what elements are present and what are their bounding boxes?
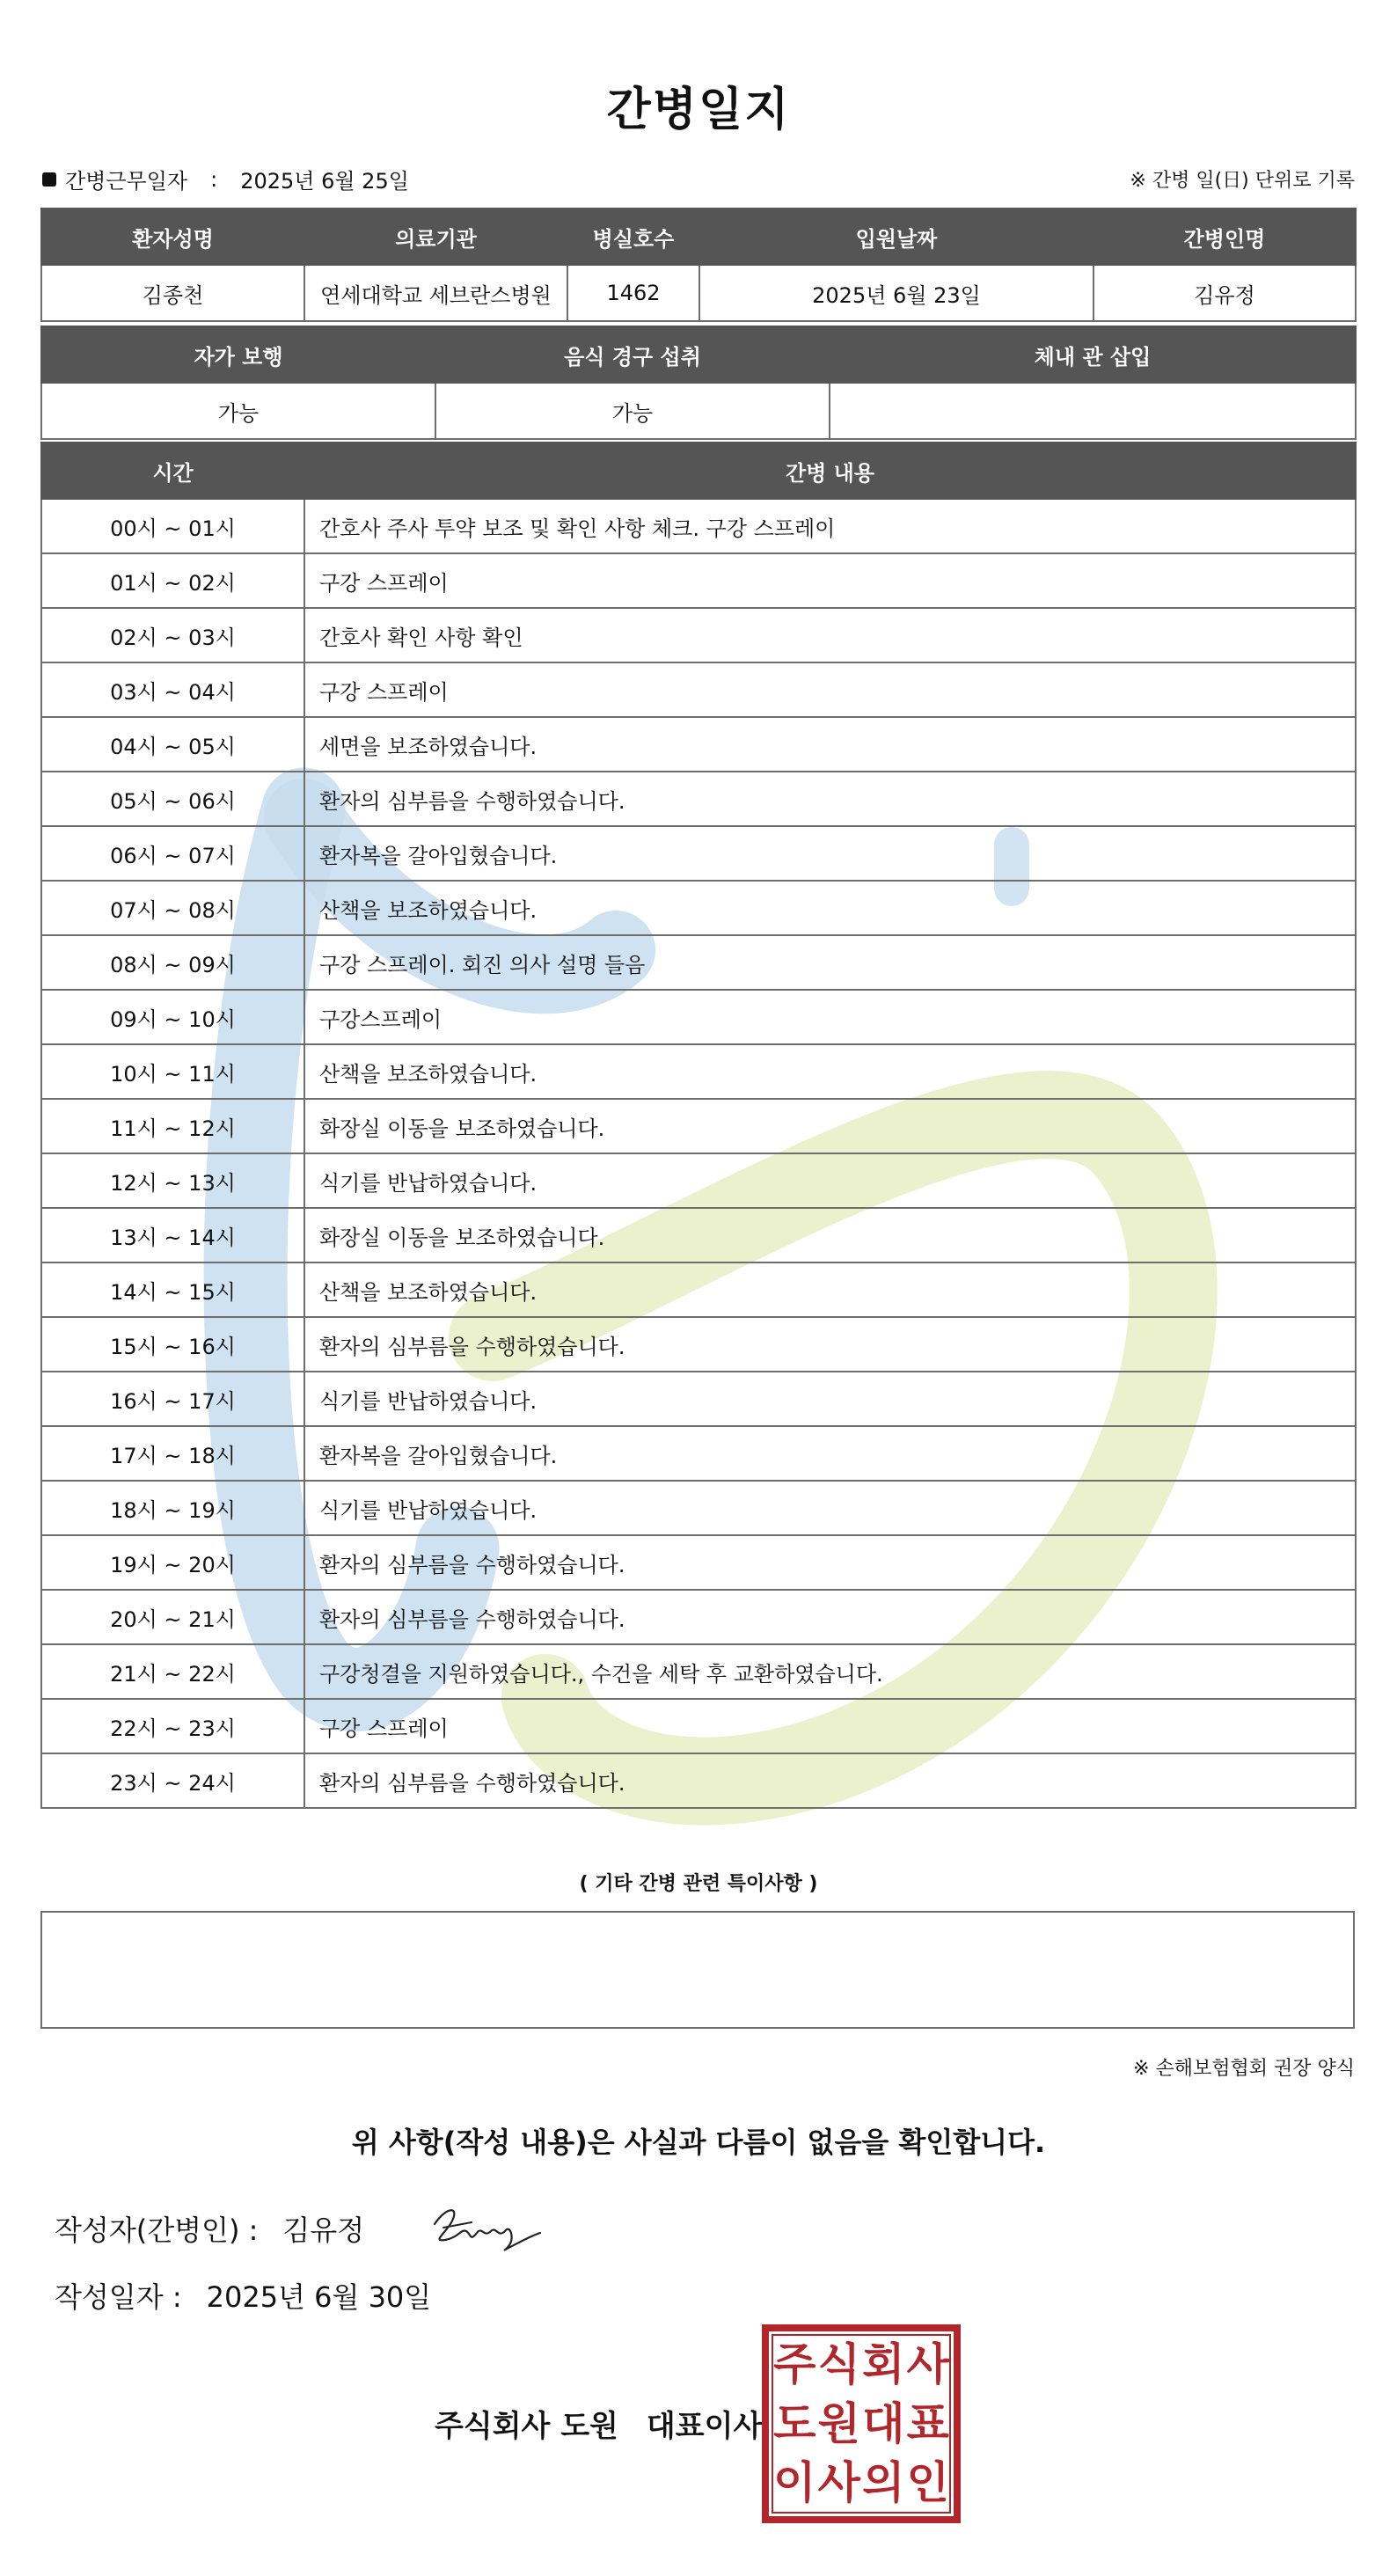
insurance-note: ※ 손해보험협회 권장 양식 <box>1133 2058 1355 2080</box>
notes-box <box>40 1911 1355 2029</box>
log-time-cell: 06시 ~ 07시 <box>41 826 304 881</box>
log-content-cell: 산책을 보조하였습니다. <box>304 881 1356 935</box>
written-date-label: 작성일자 : <box>55 2280 182 2314</box>
log-content-cell: 세면을 보조하였습니다. <box>304 717 1356 772</box>
log-content-cell: 식기를 반납하였습니다. <box>304 1153 1356 1208</box>
table-row <box>41 772 1356 826</box>
header-tube-insertion: 체내 관 삽입 <box>830 326 1356 383</box>
company-seal-icon <box>762 2324 961 2523</box>
signature-icon <box>426 2198 549 2259</box>
log-content-cell: 구강스프레이 <box>304 990 1356 1044</box>
header-walking: 자가 보행 <box>41 326 435 383</box>
oral-intake-value: 가능 <box>435 383 830 439</box>
table-row <box>41 499 1356 553</box>
company-name: 주식회사 도원 <box>435 2409 618 2444</box>
work-date <box>42 164 409 194</box>
log-time-cell: 15시 ~ 16시 <box>41 1317 304 1372</box>
log-content-cell: 환자의 심부름을 수행하였습니다. <box>304 1753 1356 1808</box>
header-time: 시간 <box>41 443 304 499</box>
log-content-cell: 환자의 심부름을 수행하였습니다. <box>304 1535 1356 1590</box>
written-date-value: 2025년 6월 30일 <box>206 2280 432 2314</box>
status-header-row <box>41 326 1356 383</box>
patient-value-row <box>41 265 1356 321</box>
caregiver-name: 김유정 <box>1093 265 1356 321</box>
care-log-table <box>40 442 1357 1809</box>
log-content-cell: 구강 스프레이 <box>304 1699 1356 1753</box>
log-time-cell: 04시 ~ 05시 <box>41 717 304 772</box>
seal-character: 대 <box>862 2397 905 2449</box>
log-content-cell: 식기를 반납하였습니다. <box>304 1481 1356 1535</box>
log-time-cell: 14시 ~ 15시 <box>41 1262 304 1317</box>
log-content-cell: 구강 스프레이 <box>304 553 1356 608</box>
log-time-cell: 16시 ~ 17시 <box>41 1372 304 1426</box>
table-row <box>41 1590 1356 1644</box>
table-row <box>41 935 1356 990</box>
company-line <box>435 2402 762 2445</box>
log-content-cell: 간호사 확인 사항 확인 <box>304 608 1356 662</box>
writer-name: 김유정 <box>282 2214 365 2247</box>
header-hospital: 의료기관 <box>304 209 567 265</box>
seal-character: 사 <box>906 2338 949 2390</box>
log-time-cell: 22시 ~ 23시 <box>41 1699 304 1753</box>
log-content-cell: 환자의 심부름을 수행하였습니다. <box>304 772 1356 826</box>
log-content-cell: 화장실 이동을 보조하였습니다. <box>304 1208 1356 1262</box>
confirmation-statement: 위 사항(작성 내용)은 사실과 다름이 없음을 확인합니다. <box>351 2126 1046 2159</box>
log-time-cell: 21시 ~ 22시 <box>41 1644 304 1699</box>
log-time-cell: 00시 ~ 01시 <box>41 499 304 553</box>
log-content-cell: 구강 스프레이. 회진 의사 설명 들음 <box>304 935 1356 990</box>
log-time-cell: 05시 ~ 06시 <box>41 772 304 826</box>
writer-label: 작성자(간병인) : <box>55 2214 259 2247</box>
table-row <box>41 1044 1356 1099</box>
unit-note: ※ 간병 일(日) 단위로 기록 <box>1130 170 1355 192</box>
table-row <box>41 1426 1356 1481</box>
table-row <box>41 1481 1356 1535</box>
log-time-cell: 03시 ~ 04시 <box>41 662 304 717</box>
log-content-cell: 환자의 심부름을 수행하였습니다. <box>304 1590 1356 1644</box>
table-row <box>41 608 1356 662</box>
work-date-separator: : <box>210 166 218 192</box>
log-content-cell: 구강청결을 지원하였습니다., 수건을 세탁 후 교환하였습니다. <box>304 1644 1356 1699</box>
log-time-cell: 08시 ~ 09시 <box>41 935 304 990</box>
table-row <box>41 990 1356 1044</box>
header-room: 병실호수 <box>567 209 699 265</box>
seal-character: 이 <box>773 2457 816 2509</box>
hospital-name: 연세대학교 세브란스병원 <box>304 265 567 321</box>
log-header-row <box>41 443 1356 499</box>
log-time-cell: 23시 ~ 24시 <box>41 1753 304 1808</box>
writer-line <box>55 2208 364 2249</box>
table-row <box>41 1535 1356 1590</box>
work-date-value: 2025년 6월 25일 <box>240 169 409 194</box>
representative-title: 대표이사 <box>646 2409 763 2444</box>
walking-value: 가능 <box>41 383 435 439</box>
room-number: 1462 <box>567 265 699 321</box>
table-row <box>41 1644 1356 1699</box>
log-time-cell: 11시 ~ 12시 <box>41 1099 304 1153</box>
seal-character: 표 <box>906 2397 949 2449</box>
log-time-cell: 20시 ~ 21시 <box>41 1590 304 1644</box>
log-time-cell: 12시 ~ 13시 <box>41 1153 304 1208</box>
log-content-cell: 구강 스프레이 <box>304 662 1356 717</box>
square-bullet-icon <box>42 172 56 187</box>
log-content-cell: 화장실 이동을 보조하였습니다. <box>304 1099 1356 1153</box>
log-content-cell: 산책을 보조하였습니다. <box>304 1262 1356 1317</box>
seal-character: 회 <box>862 2338 905 2390</box>
seal-character: 원 <box>817 2397 860 2449</box>
tube-insertion-value <box>830 383 1356 439</box>
log-time-cell: 19시 ~ 20시 <box>41 1535 304 1590</box>
log-time-cell: 10시 ~ 11시 <box>41 1044 304 1099</box>
patient-header-row <box>41 209 1356 265</box>
seal-character: 주 <box>773 2338 816 2390</box>
header-admission-date: 입원날짜 <box>699 209 1093 265</box>
log-time-cell: 18시 ~ 19시 <box>41 1481 304 1535</box>
log-time-cell: 09시 ~ 10시 <box>41 990 304 1044</box>
table-row <box>41 1753 1356 1808</box>
log-content-cell: 환자복을 갈아입혔습니다. <box>304 1426 1356 1481</box>
log-content-cell: 식기를 반납하였습니다. <box>304 1372 1356 1426</box>
table-row <box>41 826 1356 881</box>
seal-character: 식 <box>817 2338 860 2390</box>
table-row <box>41 1372 1356 1426</box>
patient-info-table <box>40 208 1357 322</box>
log-time-cell: 13시 ~ 14시 <box>41 1208 304 1262</box>
table-row <box>41 881 1356 935</box>
patient-name: 김종천 <box>41 265 304 321</box>
seal-character: 사 <box>817 2457 860 2509</box>
table-row <box>41 1317 1356 1372</box>
log-time-cell: 17시 ~ 18시 <box>41 1426 304 1481</box>
header-caregiver-name: 간병인명 <box>1093 209 1356 265</box>
seal-character: 도 <box>773 2397 816 2449</box>
table-row <box>41 1099 1356 1153</box>
log-content-cell: 환자복을 갈아입혔습니다. <box>304 826 1356 881</box>
table-row <box>41 1208 1356 1262</box>
header-care-content: 간병 내용 <box>304 443 1356 499</box>
table-row <box>41 553 1356 608</box>
document-title: 간병일지 <box>606 84 791 136</box>
header-oral-intake: 음식 경구 섭취 <box>435 326 830 383</box>
table-row <box>41 1262 1356 1317</box>
header-patient-name: 환자성명 <box>41 209 304 265</box>
admission-date: 2025년 6월 23일 <box>699 265 1093 321</box>
table-row <box>41 717 1356 772</box>
notes-label: ( 기타 간병 관련 특이사항 ) <box>579 1873 818 1895</box>
seal-character: 의 <box>862 2457 905 2509</box>
table-row <box>41 662 1356 717</box>
log-content-cell: 환자의 심부름을 수행하였습니다. <box>304 1317 1356 1372</box>
log-content-cell: 간호사 주사 투약 보조 및 확인 사항 체크. 구강 스프레이 <box>304 499 1356 553</box>
patient-status-table <box>40 326 1357 440</box>
seal-character: 인 <box>906 2457 949 2509</box>
table-row <box>41 1699 1356 1753</box>
log-time-cell: 07시 ~ 08시 <box>41 881 304 935</box>
log-body <box>41 499 1356 1808</box>
log-content-cell: 산책을 보조하였습니다. <box>304 1044 1356 1099</box>
written-date-line <box>55 2275 431 2316</box>
status-value-row <box>41 383 1356 439</box>
log-time-cell: 02시 ~ 03시 <box>41 608 304 662</box>
work-date-label: 간병근무일자 <box>65 169 188 194</box>
table-row <box>41 1153 1356 1208</box>
log-time-cell: 01시 ~ 02시 <box>41 553 304 608</box>
